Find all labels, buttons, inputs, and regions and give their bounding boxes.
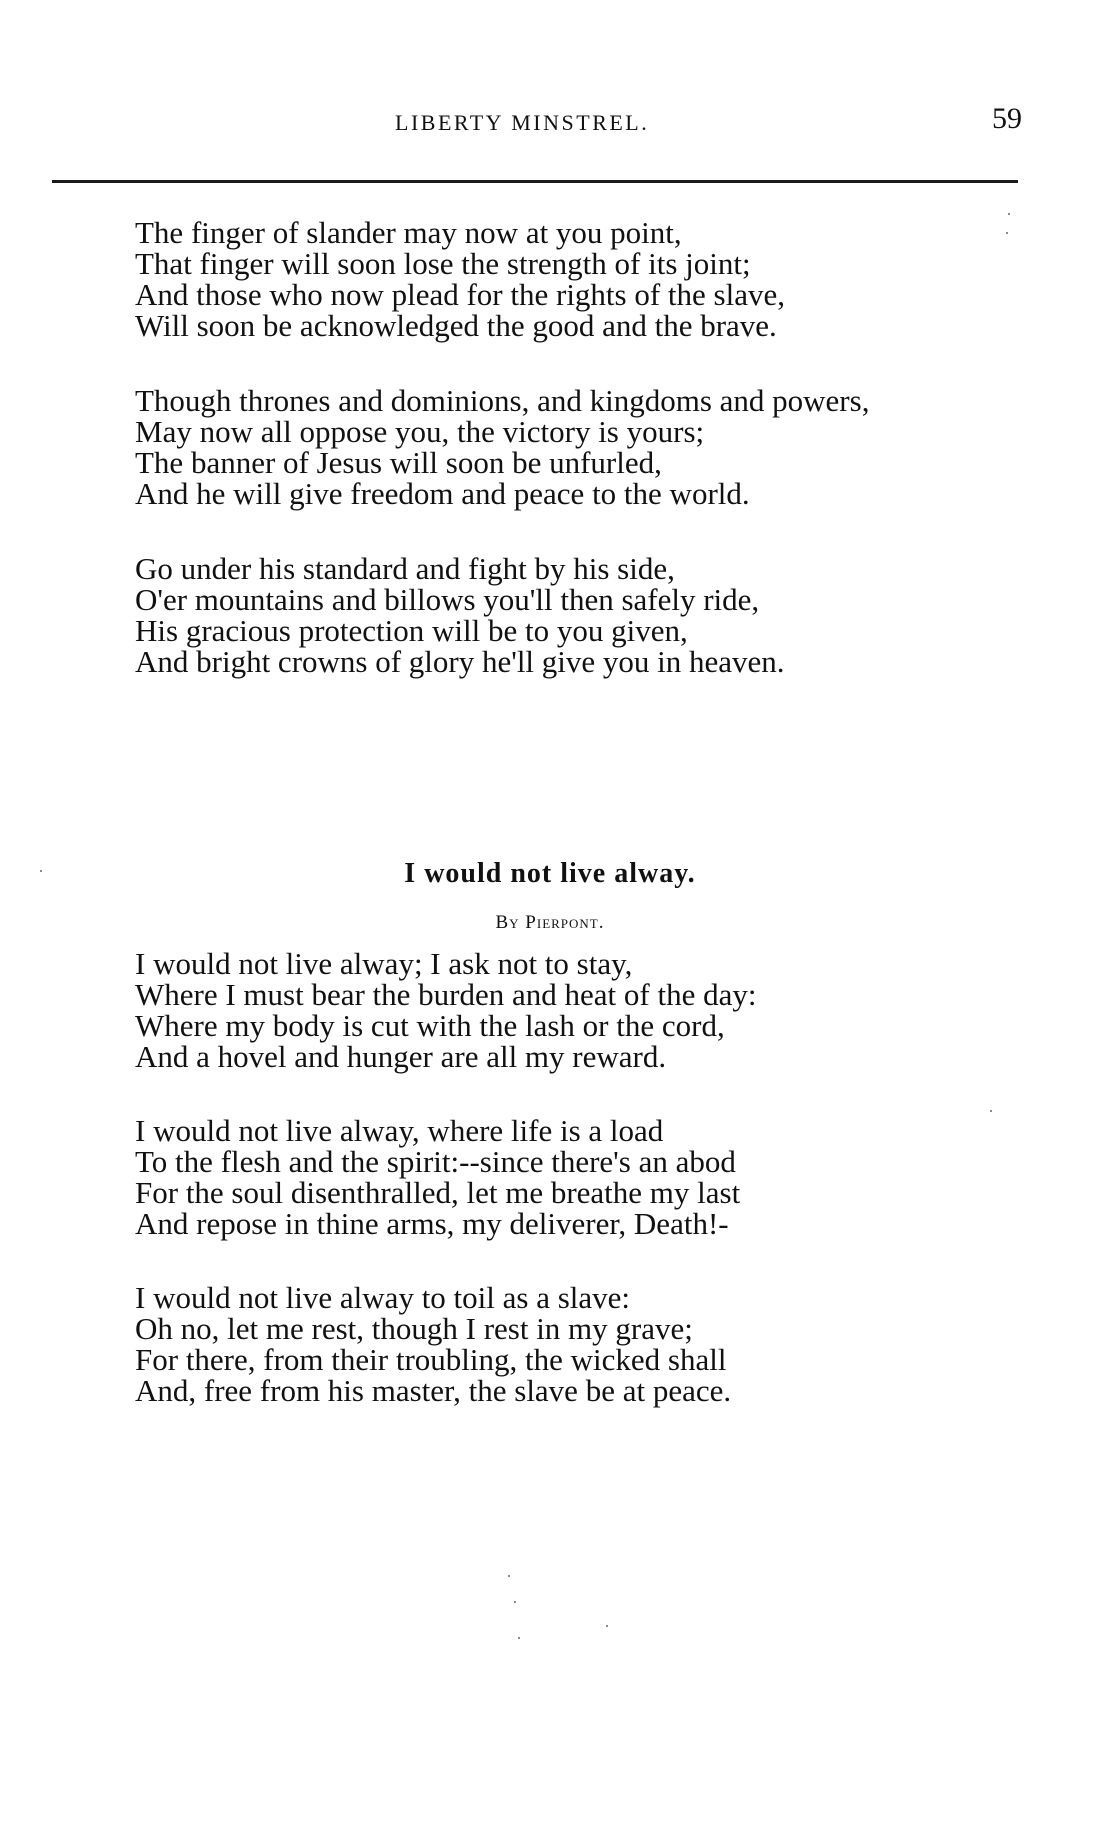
verse-line: O'er mountains and billows you'll then safely ride, bbox=[135, 582, 760, 617]
stanza bbox=[135, 217, 1015, 341]
stanza bbox=[135, 385, 1015, 509]
verse-line: That finger will soon lose the strength of its joint; bbox=[135, 246, 751, 281]
verse-line: And bright crowns of glory he'll give you in heaven. bbox=[135, 644, 785, 679]
scan-speck bbox=[1006, 232, 1008, 234]
scan-speck bbox=[40, 870, 42, 872]
stanza bbox=[135, 948, 1015, 1072]
scan-speck bbox=[508, 1575, 510, 1577]
scan-speck bbox=[518, 1637, 520, 1639]
verse-line: And those who now plead for the rights of the slave, bbox=[135, 277, 786, 312]
verse-line: Where my body is cut with the lash or the cord, bbox=[135, 1008, 725, 1043]
verse-line: And repose in thine arms, my deliverer, Death!- bbox=[135, 1206, 729, 1241]
scan-speck bbox=[1008, 213, 1010, 215]
stanza bbox=[135, 1282, 1015, 1406]
verse-line: The finger of slander may now at you point, bbox=[135, 215, 682, 250]
page-number: 59 bbox=[992, 102, 1022, 135]
verse-line: And he will give freedom and peace to the world. bbox=[135, 476, 750, 511]
running-header bbox=[0, 102, 1100, 142]
verse-line: His gracious protection will be to you given, bbox=[135, 613, 688, 648]
verse-line: I would not live alway to toil as a slave: bbox=[135, 1280, 631, 1315]
verse-line: Will soon be acknowledged the good and the brave. bbox=[135, 308, 777, 343]
header-rule bbox=[52, 180, 1018, 183]
verse-line: I would not live alway; I ask not to stay, bbox=[135, 946, 633, 981]
verse-line: To the flesh and the spirit:--since there's an abod bbox=[135, 1144, 736, 1179]
verse-line: Where I must bear the burden and heat of the day: bbox=[135, 977, 757, 1012]
verse-line: I would not live alway, where life is a load bbox=[135, 1113, 664, 1148]
scan-speck bbox=[606, 1625, 608, 1627]
stanza bbox=[135, 553, 1015, 677]
verse-line: For the soul disenthralled, let me breathe my last bbox=[135, 1175, 741, 1210]
verse-line: Oh no, let me rest, though I rest in my grave; bbox=[135, 1311, 693, 1346]
scan-speck bbox=[990, 1110, 992, 1112]
verse-line: And, free from his master, the slave be at peace. bbox=[135, 1373, 732, 1408]
verse-line: May now all oppose you, the victory is yours; bbox=[135, 414, 705, 449]
stanza bbox=[135, 1115, 1015, 1239]
verse-line: The banner of Jesus will soon be unfurled, bbox=[135, 445, 662, 480]
verse-line: Go under his standard and fight by his side, bbox=[135, 551, 675, 586]
scan-speck bbox=[514, 1601, 516, 1603]
verse-line: Though thrones and dominions, and kingdoms and powers, bbox=[135, 383, 870, 418]
verse-line: For there, from their troubling, the wicked shall bbox=[135, 1342, 727, 1377]
running-title: LIBERTY MINSTREL. bbox=[395, 110, 650, 135]
poem-author: By Pierpont. bbox=[495, 912, 605, 933]
poem-title: I would not live alway. bbox=[404, 858, 696, 889]
verse-line: And a hovel and hunger are all my reward. bbox=[135, 1039, 667, 1074]
